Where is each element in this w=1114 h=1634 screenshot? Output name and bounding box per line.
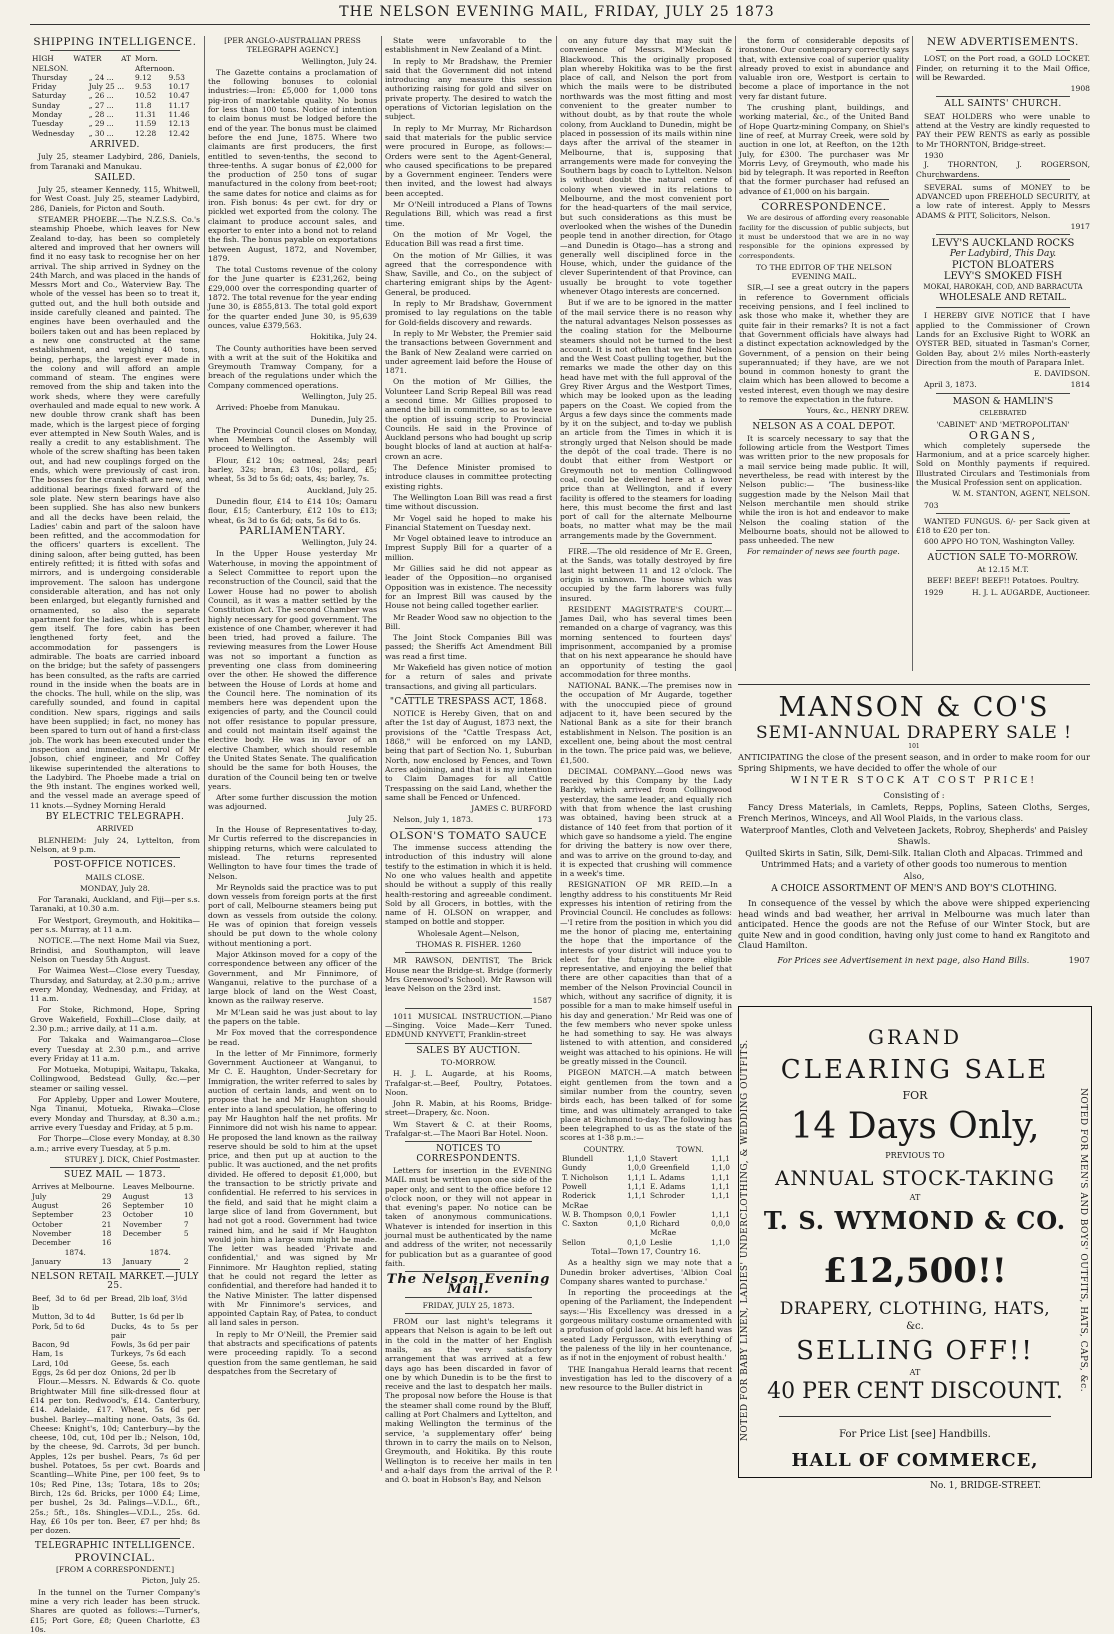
paragraph: Major Atkinson moved for a copy of the correspondence between any officer of the Government, and Mr Finnimore, of Wanganui, relative to the purchase of a large block of land on the West Coast, known as the railway reserve.	[208, 949, 377, 1006]
olson-agent: Wholesale Agent—Nelson,	[417, 928, 520, 938]
dateline: Wellington, July 24.	[301, 56, 377, 66]
grand-l17: No. 1, BRIDGE-STREET.	[929, 1481, 1041, 1491]
telegraph-sub: ARRIVED	[96, 824, 134, 834]
list-item: For Westport, Greymouth, and Hokitika—per s.s. Murray, at 11 a.m.	[30, 915, 200, 935]
grand-l11: &c.	[906, 1321, 924, 1332]
post-sub: MAILS CLOSE.	[85, 872, 145, 882]
list-item: NOTICE.—The next Home Mail via Suez, Brindisi, and Southampton, will leave Nelson on Tuesday 5th August.	[30, 936, 200, 964]
paragraph: Arrived: Phoebe from Manukau.	[216, 403, 340, 413]
grand-l2: CLEARING SALE	[780, 1055, 1050, 1085]
telegraph-text: BLENHEIM: July 24, Lyttelton, from Nelson, at 9 p.m.	[30, 835, 200, 854]
column-divider	[381, 36, 382, 1471]
sales-sub: TO-MORROW.	[441, 1057, 496, 1067]
suez-title: SUEZ MAIL — 1873.	[64, 1170, 166, 1181]
arrived-text: July 25, steamer Ladybird, 286, Daniels, from Taranaki and Manukau.	[30, 152, 200, 171]
paragraph: THE Inangahua Herald learns that recent investigation has led to the discovery of a new resource to the Buller district in	[560, 1364, 732, 1393]
telegraphic-intelligence-title: TELEGRAPHIC INTELLIGENCE.	[34, 1541, 196, 1552]
list-item: Wm Stavert & C. at their Rooms, Trafalgar-st.—The Maori Bar Hotel. Noon.	[385, 1119, 552, 1139]
oyster-date: April 3, 1873. 1814	[924, 380, 1090, 390]
paragraph: In the letter of Mr Finnimore, formerly Government Auctioneer at Wanganui, to Mr C. E. Haughton, Under-Secretary for Immigration, the writer referred to sales by auction of certain lands, and went on to propose that he and Mr Haughton should enter into a land speculation, he offering to pay Mr Haughton half the net profits. Mr Finnimore did not wish his name to appear. He proposed the land known as the railway reserve should be sold to him at the upset price, and then put up at auction to the public. It was auctioned, and the net profits divided. He offered to deposit £1,000, but the transaction to be strictly private and confidential. He referred to his services in the field, and said that he might claim a large slice of land from Government, but had not got a rood. Government had twice rained him, and he said if Mr Haughton would join him a large sum might be made. The letter was headed 'Private and confidential,' and was signed by Mr Finnimore. Mr Haughton replied, stating that he could not regard the letter as confidential, and therefore had handed it to the Native Minister. The latter dispensed with Mr Finnimore's services, and appointed Captain Ray, of Patea, to conduct all land sales in person.	[208, 1048, 377, 1328]
left-vertical-banner: NOTED FOR BABY LINEN, LADIES' UNDERCLOTHING, & WEDDING OUTFITS.	[740, 1039, 750, 1441]
list-item: For Takaka and Waimangaroa—Close every Tuesday at 2.30 p.m., and arrive every Friday at 11 a.m.	[30, 1035, 200, 1063]
paragraph: RESIDENT MAGISTRATE'S COURT.—James Dail, who has several times been remanded on a charge of vagrancy, was this morning sentenced to fourteen days' imprisonment, accompanied by a promise that on his next appearance he should have an opportunity of testing the gaol accommodation for three months.	[560, 604, 732, 679]
column-4	[560, 36, 732, 1486]
list-item: For Taranaki, Auckland, and Fiji—per s.s. Taranaki, at 10.30 a.m.	[30, 895, 200, 914]
grand-l14: 40 PER CENT DISCOUNT.	[767, 1379, 1063, 1404]
paragraph: Mr Vogel obtained leave to introduce an Imprest Supply Bill for a quarter of a million.	[385, 534, 552, 562]
table-row: Tuesday „ 29 ... 11.59 12.13	[32, 119, 190, 129]
paragraph: In reply to Mr Murray, Mr Richardson said that materials for the public service were procured in Europe, as follows:—Orders were sent to the Agent-General, who caused specifications to be prepared by a Government engineer. Tenders were then invited, and the lowest had always been accepted.	[385, 123, 552, 198]
oyster-notice: I HEREBY GIVE NOTICE that I have applied to the Commissioner of Crown Lands for an Exclusive Right to WORK an OYSTER BED, situated in Tasman's Corner, Golden Bay, about 2½ miles North-easterly Direction from the mouth of Parapara Inlet.	[916, 311, 1090, 367]
column-3	[385, 36, 552, 1486]
provincial-sub: [FROM A CORRESPONDENT.]	[55, 1565, 175, 1575]
wanted-ad: WANTED FUNGUS. 6/- per Sack given at £18 to £20 per ton.	[916, 516, 1090, 536]
coal-depot-title: NELSON AS A COAL DEPOT.	[752, 421, 896, 432]
paragraph: Mr Reader Wood saw no objection to the Bill.	[385, 612, 552, 631]
table-row: Sunday „ 27 ... 11.8 11.17	[32, 100, 190, 110]
table-row: Saturday „ 26 ... 10.52 10.47	[32, 91, 190, 101]
list-item: For Stoke, Richmond, Hope, Spring Grove Wakefield, Foxhill—Close daily, at 2.30 p.m.; arrive daily, at 11 a.m.	[30, 1005, 200, 1033]
auction-time: At 12.15 M.T.	[977, 564, 1029, 574]
table-row: December 16	[32, 1238, 112, 1248]
table-row: Lard, 10d Geese, 5s. each	[32, 1358, 170, 1368]
table-row: September 23 October 10	[32, 1210, 194, 1220]
market-text: Flour.—Messrs. N. Edwards & Co. quote Brightwater Mill fine silk-dressed flour at £14 per ton. Redwood's, £14. Canterbury, £14. Adelaide, £17. Wheat, 5s 6d per bushel. Barley—malting none. Oats, 3s 6d. Cheese: Knight's, 10d; Canterbury—by the cheese, 10d, cut, 10d per lb.; Nelson, 10d, by the cheese, 9d. Carrots, 3d per bunch. Apples, 12s per bushel. Pears, 7s 6d per bushel. Potatoes, 5s per cwt. Boards and Scantling—White Pine, per 100 feet, 9s to 10s; Red Pine, 13s; Totara, 18s to 20s; Birch, 12s 6d. Bricks, per 1000 £4; Lime, per bushel, 2s 3d. Palings—V.D.L., 6ft., 25s.; 5ft., 18s. Shingles—V.D.L., 25s. 6d. Hay, £6 10s per ton. Beer, £7 per hhd; 8s per dozen.	[30, 1377, 200, 1536]
auction-title: AUCTION SALE TO-MORROW.	[927, 552, 1079, 563]
right-vertical-banner: NOTED FOR MEN'S AND BOYS' OUTFITS, HATS, CAPS, &c.	[1078, 1087, 1088, 1393]
paragraph: The total Customs revenue of the colony for the June quarter is £231,262, being £29,000 over the corresponding quarter of 1872. The total revenue for the year ending June 30, is £855,813. The total gold export for the quarter ended June 30, is 95,639 ounces, value £379,563.	[208, 265, 377, 330]
rawson-no: 1587	[532, 995, 552, 1005]
manson-drapery-ad	[738, 686, 1090, 980]
telegraph-title: BY ELECTRIC TELEGRAPH.	[45, 812, 185, 823]
paper-date: FRIDAY, JULY 25, 1873.	[422, 1300, 515, 1310]
paragraph: The crushing plant, buildings, and working material, &c., of the United Band of Hope Quartz-mining Company, on Shiel's line of reef, at Murray Creek, were sold by auction in one lot, at Reefton, on the 12th July, for £300. The purchaser was Mr Morris Levy, of Greymouth, who made his bid by telegraph. It was reported in Reefton that the former purchaser had refused an advance of £1,000 on his bargain.	[739, 103, 909, 196]
paragraph: The Gazette contains a proclamation of the following bonuses to colonial industries:—Iron: £5,000 for 1,000 tons pig-iron of marketable quality. No bonus for less than 100 tons. Notice of intention to claim bonus must be lodged before the end of the year. The bonus must be claimed before the end June, 1875. Where two claimants are first producers, the first entitled to seven-tenths, the second to three-tenths. A sugar bonus of £2,000 for the production of 250 tons of sugar manufactured in the colony from beet-root; the same dates for notice and claims as for iron. Fish bonus: 4s per cwt. for dry or pickled wet exported from the colony. The claimant to produce account sales, and exporter to enter into a bond not to reland the fish. The bonus payable on exportations between August, 1872, and November, 1879.	[208, 67, 377, 263]
grand-l12: SELLING OFF!!	[796, 1336, 1034, 1366]
column-divider	[204, 36, 205, 1471]
paragraph: DECIMAL COMPANY.—Good news was received by this Company by the Lady Barkly, which arrived from Collingwood yesterday, the same leader, and equally rich with that from whence the last crushing was obtained, having been struck at a distance of 140 feet from that portion of it which gave so handsome a yield. The engine for driving the battery is now over there, and was to arrive on the ground to-day, and it is expected that crushing will commence in a week's time.	[560, 766, 732, 879]
wanted-sign: 600 APPO HO TON, Washington Valley.	[924, 537, 1075, 547]
olson-sign: THOMAS R. FISHER. 1260	[416, 940, 521, 950]
list-item: For Motueka, Motupipi, Waitapu, Takaka, Collingwood, Bedstead Gully, &c.—per steamer or sailing vessel.	[30, 1065, 200, 1093]
grand-l5: PREVIOUS TO	[885, 1151, 945, 1160]
manson-subtitle: SEMI-ANNUAL DRAPERY SALE !	[755, 723, 1073, 743]
grand-l13: AT	[909, 1368, 921, 1377]
column-divider	[912, 36, 913, 671]
list-item: For Waimea West—Close every Tuesday, Thursday, and Saturday, at 2.30 p.m.; arrive every Monday, Wednesday, and Friday, at 11 a.m.	[30, 966, 200, 1004]
dateline: Auckland, July 25.	[307, 485, 377, 495]
grand-l4: 14 Days Only,	[790, 1106, 1040, 1147]
table-row: Blundell 1,1,0 Stavert 1,1,1	[562, 1154, 730, 1164]
masthead: THE NELSON EVENING MAIL, FRIDAY, JULY 25 1873	[339, 4, 775, 20]
paragraph: Mr Vogel said he hoped to make his Financial Statement on Tuesday next.	[385, 513, 552, 532]
list-item: For Thorpe—Close every Monday, at 8.30 a.m.; arrive every Tuesday, at 5 p.m.	[30, 1134, 200, 1153]
grand-l9: £12,500!!	[823, 1251, 1007, 1291]
match-total: Total—Town 17, Country 16.	[591, 1247, 701, 1256]
list-item: For Appleby, Upper and Lower Moutere, Nga Tinanui, Motueka, Riwaka—Close every Monday and Thursday, at 8.30 a.m.; arrive every Tuesday and Friday, at 5 p.m.	[30, 1095, 200, 1132]
paragraph: on any future day that may suit the convenience of Messrs. M'Meckan & Blackwood. This the originally proposed plan whereby Hokitika was to be the first place of call, and Nelson the port from which the mails were to be distributed northwards was the most fitting and most convenient to the greater number to without doubt, as by that route the whole colony, from Auckland to Dunedin, might be placed in possession of its mails within nine days after the arrival of the steamer in Melbourne, that is, supposing that arrangements were made for conveying the Southern bags by coach to Lyttelton. Nelson is without doubt the natural centre of colony when viewed in its relations to Melbourne, and the most convenient port for the head-quarters of the mail service, but such considerations as this must be overlooked when the wishes of the Dunedin people tend in another direction, for Otago—and Dunedin is Otago—has a strong and generally well disciplined force in the House, which, under the guidance of the clever Superintendent of that Province, can usually be brought to vote together whenever Otago interests are concerned.	[560, 36, 732, 297]
manson-title: MANSON & CO'S	[778, 692, 1050, 723]
sailed-text: July 25, steamer Kennedy, 115, Whitwell, for West Coast. July 25, steamer Ladybird, 286, Daniels, for Picton and South.	[30, 185, 200, 213]
table-row: August 26 September 10	[32, 1201, 194, 1211]
table-row: Mutton, 3d to 4d Butter, 1s 6d per lb	[32, 1312, 184, 1322]
paragraph: The Joint Stock Companies Bill was passed; the Sheriffs Act Amendment Bill was read a first time.	[385, 633, 552, 661]
olson-text: The immense success attending the introduction of this industry will alone testify to the estimation in which it is held. No one who values health and appetite should be without a supply of this really health-restoring and agreeable condiment. Sold by all Grocers, in bottles, with the name of H. OLSON on wrapper, and stamped on bottle and stopper.	[385, 843, 552, 927]
grand-clearing-sale-ad	[738, 1006, 1092, 1491]
tide-header: HIGH WATER AT NELSON.	[32, 54, 132, 73]
suez-table: Arrives at Melbourne. Leaves Melbourne. July 29 August 13 August 26 September 10 September 23 October 10 October 21 November 7 November 18 December 5 December 16 1874. 1874. January 13 January 2	[30, 1182, 200, 1266]
provincial-title: PROVINCIAL.	[74, 1551, 156, 1564]
list-item: H. J. L. Augarde, at his Rooms, Trafalgar-st.—Beef, Poultry, Potatoes. Noon.	[385, 1069, 552, 1097]
dateline: Hokitika, July 24.	[310, 332, 377, 342]
rawson-ad: MR RAWSON, DENTIST, The Brick House near the Bridge-st. Bridge (formerly Mrs Greenwood's School). Mr Rawson will leave Nelson on the 23rd inst.	[385, 956, 552, 994]
paragraph: In reply to Mr O'Neill, the Premier said that abstracts and specifications of patents were proceeding rapidly. To a second question from the same gentleman, he said despatches from the Secretary of	[208, 1329, 377, 1376]
table-row: Sellon 0,1,0 Leslie 1,1,0	[562, 1237, 730, 1247]
post-sign: STUREY J. DICK, Chief Postmaster.	[64, 1154, 200, 1164]
table-row: Beef, 3d to 6d per lb Bread, 2lb loaf, 3½d	[32, 1293, 188, 1312]
paragraph: The County authorities have been served with a writ at the suit of the Hokitika and Greymouth Tramway Company, for a breach of the regulations under which the Company commenced operations.	[208, 343, 377, 390]
table-row: Friday July 25 ... 9.53 10.17	[32, 82, 190, 92]
coal-more: For remainder of news see fourth page.	[747, 547, 900, 557]
dateline: Dunedin, July 25.	[310, 414, 377, 424]
market-title: NELSON RETAIL MARKET.—JULY 25.	[31, 1272, 199, 1292]
levy-ad: LEVY'S AUCKLAND ROCKS Per Ladybird, This Day. PICTON BLOATERS LEVY'S SMOKED FISH MOKAI, HAROKAH, COD, AND BARRACUTA WHOLESALE AND RETAIL.	[923, 238, 1083, 304]
sales-title: SALES BY AUCTION.	[416, 1045, 521, 1056]
paragraph: On the motion of Mr Gillies, the Volunteer Land Scrip Repeal Bill was read a second time. Mr Gillies proposed to amend the bill in committee, so as to leave the option of issuing scrip to Provincial Councils. He said in the Province of Auckland persons who had bought up scrip bought blocks of land at auction at half-a-crown an acre.	[385, 377, 552, 461]
column-divider	[735, 36, 736, 671]
post-date: MONDAY, July 28.	[80, 883, 150, 893]
church-sign: 1930 J. THORNTON, J. ROGERSON, Churchwardens.	[916, 150, 1090, 179]
correspondence-note: We are desirous of affording every reasonable facility for the discussion of public subjects, but it must be understood that we are in no way responsible for the opinions expressed by correspondents.	[739, 214, 909, 260]
cattle-sign: JAMES C. BURFORD	[471, 804, 552, 814]
paragraph: In reply to Mr Webster, the Premier said the transactions between Government and the Bank of New Zealand were carried on under agreement laid before the House of 1871.	[385, 328, 552, 376]
pigeon-match-table: COUNTRY. TOWN. Blundell 1,1,0 Stavert 1,1,1 Gundy 1,0,0 Greenfield 1,1,0 T. Nicholson 1,1,1 L. Adams 1,1,1 Powell 1,1,1 E. Adams 1,1,1 Roderick McRae 1,1,1 Schroder 1,1,1 W. B. Thompson 0,0,1 Fowler 1,1,1 C. Saxton 0,1,0 Richard McRae 0,0,0 Sellon 0,1,0 Leslie 1,1,0	[560, 1145, 732, 1247]
paragraph: RESIGNATION OF MR REID.—In a lengthy address to his constituents Mr Reid expresses his intention of retiring from the Provincial Council. He concludes as follows:—'I retire from the position in which you did me the honor of placing me, entertaining the hope that the importance of the interests of your district will induce you to elect for the future a more eligible representative, and enjoying the belief that there are other capacities than that of a member of the Nelson Provincial Council in which, without any sacrifice of dignity, it is possible for a man to make himself useful in his day and generation.' Mr Reid was one of the few members who never spoke unless he had something to say. He was always listened to with attention, and considered weight was attached to his opinions. He will be greatly missed in the Council.	[560, 880, 732, 1067]
table-row: July 29 August 13	[32, 1191, 194, 1201]
paper-logo: The Nelson Evening Mail.	[386, 1272, 551, 1297]
table-row: Monday „ 28 ... 11.31 11.46	[32, 110, 190, 120]
music-ad: 1011 MUSICAL INSTRUCTION.—Piano—Singing. Voice Made—Kerr Tuned. EDMUND KNYVETT, Franklin-street	[385, 1011, 552, 1040]
market-table	[30, 1294, 200, 1378]
paragraph: After some further discussion the motion was adjourned.	[208, 793, 377, 812]
correspondence-text: SIR,—I see a great outcry in the papers in reference to Government officials receiving pensions, and I feel inclined to ask those who make it, whether they are quite fair in their remarks? It is not a fact that Government officials have always had a distinct expectation acknowledged by the Government, of a pension on their being superannuated; if they have, are we not bound in common honesty to grant the claim which has been allowed to become a vested interest, even though we may desire to remove the expectation in the future.	[739, 283, 909, 404]
table-row: January 13 January 2	[32, 1256, 189, 1266]
cattle-text: NOTICE is Hereby Given, that on and after the 1st day of August, 1873 next, the provisions of the "Cattle Trespass Act, 1868," will be enforced on my LAND, being that part of Section No. 1, Suburban North, now enclosed by Fences, and Town Acres adjoining, and that it is my intention to Claim Damages for all Cattle Trespassing on the said Land, whether the same shall be Fenced or Unfenced.	[385, 709, 552, 802]
correspondence-sign: Yours, &c., HENRY DREW.	[806, 406, 909, 416]
table-row: Ham, 1s Turkeys, 7s 6d each	[32, 1349, 186, 1359]
auction-items: BEEF! BEEF! BEEF!! Potatoes. Poultry.	[926, 576, 1080, 586]
table-row: Eggs, 2s 6d per doz Onions, 2d per lb	[32, 1368, 176, 1378]
paragraph: The Provincial Council closes on Monday, when Members of the Assembly will proceed to Wellington.	[208, 425, 377, 454]
table-row: Roderick McRae 1,1,1 Schroder 1,1,1	[562, 1191, 730, 1210]
column-6	[916, 36, 1090, 676]
shipping-title: SHIPPING INTELLIGENCE.	[33, 36, 197, 48]
paragraph: Dunedin flour, £14 to £14 10s; Oamaru flour, £15; Canterbury, £12 10s to £13; wheat, 6s 3d to 6s 6d; oats, 5s 6d to 6s.	[208, 496, 377, 525]
paragraph: On the motion of Mr Vogel, the Education Bill was read a first time.	[385, 229, 552, 249]
church-text: SEAT HOLDERS who were unable to attend at the Vestry are kindly requested to PAY their PEW RENTS as early as possible to Mr THORNTON, Bridge-street.	[916, 111, 1090, 149]
table-row: Wednesday „ 30 ... 12.28 12.42	[32, 128, 190, 138]
cattle-trespass-title: "CATTLE TRESPASS ACT, 1868.	[389, 696, 548, 707]
grand-l1: GRAND	[867, 1025, 962, 1049]
correspondence-title: CORRESPONDENCE.	[761, 201, 887, 214]
table-row: C. Saxton 0,1,0 Richard McRae 0,0,0	[562, 1219, 730, 1238]
grand-l10: DRAPERY, CLOTHING, HATS,	[779, 1299, 1051, 1319]
money-no: 1917	[1070, 222, 1090, 232]
olson-title: OLSON'S TOMATO SAUCE	[389, 829, 548, 842]
paragraph: In the House of Representatives to-day, Mr Curtis referred to the discrepancies in shipping returns, which were calculated to mislead. The returns represented Wellington to have four times the trade of Nelson.	[208, 825, 377, 881]
table-row: November 18 December 5	[32, 1228, 189, 1238]
paragraph: But if we are to be ignored in the matter of the mail service there is no reason why the natural advantages Nelson possesses as the coaling station for the Melbourne steamers should not be turned to the best account. It is not often that we find Nelson and the West Coast pulling together, but the remarks we made the other day on this head have met with the full approval of the Grey River Argus and the Westport Times, which may be looked upon as the leading papers on the Coast. We copied from the Argus a few days since the comments made by it on the subject, and to-day we publish an article from the Times in which it is strongly urged that Nelson should be made the depôt of the coal trade. There is no doubt that either from Westport or Greymouth not to mention Collingwood coal, could be delivered here at a lower price than at Wellington, and if every facility is offered to the steamers for loading here, this must become the first and last port of call for the alternate Melbourne boats, no matter what may be the mail arrangements made by the Government.	[560, 298, 732, 540]
notices-text: Letters for insertion in the EVENING MAIL must be written upon one side of the paper only, and sent to the office before 12 o'clock noon, or they will not appear in that evening's paper. No notice can be taken of anonymous communications. Whatever is intended for insertion in this journal must be authenticated by the name and address of the writer, not necessarily for publication but as a guarantee of good faith.	[385, 1165, 552, 1268]
provincial-date: Picton, July 25.	[141, 1576, 200, 1586]
paragraph: On the motion of Mr Gillies, it was agreed that the correspondence with Shaw, Saville, and Co., on the subject of chartering emigrant ships by the Agent-General, be produced.	[385, 250, 552, 297]
correspondence-to: TO THE EDITOR OF THE NELSON EVENING MAIL.	[755, 262, 893, 282]
table-row: Gundy 1,0,0 Greenfield 1,1,0	[562, 1163, 730, 1173]
grand-l15: For Price List [see] Handbills.	[839, 1429, 991, 1440]
paragraph: FIRE.—The old residence of Mr E. Green, at the Sands, was totally destroyed by fire last night between 11 and 12 o'clock. The origin is unknown. The house which was occupied by the farm laborers was fully insured.	[560, 547, 732, 603]
provincial-text: In the tunnel on the Turner Company's mine a very rich leader has been struck. Shares are quoted as follows:—Turner's, £15; Port Gore, £8; Queen Charlotte, £3 10s.	[30, 1587, 200, 1634]
paragraph: the form of considerable deposits of ironstone. Our contemporary correctly says that, with extensive coal of superior quality already proved to exist in abundance and valuable iron ore, Westport is certain to become a place of importance in the not very far distant future.	[739, 36, 909, 101]
column-5	[739, 36, 909, 676]
paragraph: In reporting the proceedings at the opening of the Parliament, the Independent says:—'His Excellency was dressed in a gorgeous military costume ornamented with a profusion of gold lace. At his left hand was seated Lady Fergusson, with everything of the paleness of the lily in her countenance, as if not in the enjoyment of robust health.'	[560, 1288, 732, 1363]
cattle-date: Nelson, July 1, 1873. 173	[393, 815, 552, 825]
money-ad: SEVERAL sums of MONEY to be ADVANCED upon FREEHOLD SECURITY, at a low rate of interest. Apply to Messrs ADAMS & PITT, Solicitors, Nelson.	[916, 182, 1090, 220]
post-office-title: POST-OFFICE NOTICES.	[53, 860, 177, 871]
list-item: John R. Mabin, at his Rooms, Bridge-street—Drapery, &c. Noon.	[385, 1099, 552, 1118]
mason-no: 703	[924, 500, 939, 510]
manson-marker: 101	[908, 743, 920, 750]
column-divider	[556, 36, 557, 1471]
tide-table: HIGH WATER AT NELSON. Morn. Afternoon. Thursday „ 24 ... 9.12 9.53 Friday July 25 ... 9.53 10.17 Saturday „ 26 ... 10.52 10.47 Sunday „ 27 ... 11.8 11.17 Monday „ 28 ... 11.31 11.46 Tuesday „ 29 ... 11.59 12.13 Wednesday „ 30 ... 12.28 12.42	[30, 54, 200, 138]
paragraph: The Wellington Loan Bill was read a first time without discussion.	[385, 492, 552, 512]
coal-text: It is scarcely necessary to say that the following article from the Westport Times was written prior to the new proposals for a mail service being made public. It will, nevertheless, be read with interest by the Nelson public:— 'The business-like suggestion made by the Nelson Mail that Nelson merchantile men should strike while the iron is hot and endeavor to make Nelson the coaling station of the Melbourne boats, should not be allowed to pass unheeded. The new	[739, 433, 909, 546]
table-row: Pork, 5d to 6d Ducks, 4s to 5s per pair	[32, 1321, 198, 1340]
masthead-rule	[30, 24, 1090, 25]
parliamentary-title: PARLIAMENTARY.	[239, 524, 346, 537]
paragraph: Mr O'Neill introduced a Plans of Towns Regulations Bill, which was read a first time.	[385, 200, 552, 228]
mason-hamlin-ad: MASON & HAMLIN'S CELEBRATED 'CABINET' AND 'METROPOLITAN' ORGANS,	[936, 396, 1070, 442]
auction-sign: 1929 H. J. L. AUGARDE, Auctioneer.	[924, 587, 1090, 597]
lost-ad: LOST, on the Port road, a GOLD LOCKET. Finder, on returning it to the Mail Office, will be Rewarded.	[916, 54, 1090, 82]
agency-header: [PER ANGLO-AUSTRALIAN PRESS TELEGRAPH AGENCY.]	[224, 36, 361, 55]
sailed-title: SAILED.	[94, 172, 136, 183]
table-row: Bacon, 9d Fowls, 3s 6d per pair	[32, 1340, 190, 1350]
paragraph: Flour, £12 10s; oatmeal, 24s; pearl barley, 32s; bran, £3 10s; pollard, £5; wheat, 5s 3d to 5s 6d; oats, 4s; barley, 7s.	[208, 455, 377, 484]
paragraph: As a healthy sign we may note that a Dunedin broker advertises, 'Albion Coal Company shares wanted to purchase.'	[560, 1258, 732, 1286]
table-row: W. B. Thompson 0,0,1 Fowler 1,1,1	[562, 1209, 730, 1219]
mason-text: which completely supersede the Harmonium, and at a price scarcely higher. Sold on Monthly payments if required. Illustrated Circulars and Testimonials from the Musical Profession sent on application.	[916, 440, 1090, 487]
table-row: Powell 1,1,1 E. Adams 1,1,1	[562, 1181, 730, 1191]
table-row: Thursday „ 24 ... 9.12 9.53	[32, 72, 185, 82]
paragraph: Mr Wakefield has given notice of motion for a return of sales and private transactions, and giving all particulars.	[385, 663, 552, 691]
paragraph: The Defence Minister promised to introduce clauses in committee protecting existing rights.	[385, 463, 552, 491]
steamer-phoebe-article: STEAMER PHOEBE.—The N.Z.S.S. Co.'s steamship Phoebe, which leaves for New Zealand to-day, has been so completely altered and improved that her owners will find it no easy task to recognise her on her arrival. The ship arrived in Sydney on the 24th March, and was placed in the hands of Messrs Mort and Co., Waterview Bay. The whole of the vessel has been so to treat it, gutted out, and the hull both outside and inside carefully cleaned and painted. The engines have been overhauled and the boilers taken out and has been replaced by a new one constructed at the same establishment, and weighing 40 tons, being, perhaps, the largest ever made in the colony and will afford an ample command of steam. The engines were removed from the ship and taken into the work sheds, where they were carefully overhauled and made equal to new work. A new double throw crank shaft has been made, which is the largest piece of forging ever attempted in New South Wales, and is really a credit to any establishment. The whole of the screw shafting has been taken out, and had new couplings forged on the ends, which were previously of cast iron. The bosses for the crank-shaft are new, and additional bearings fixed forward of the sole plate. New stern bearings have also been supplied. She has also new bunkers and all the decks have been relaid, the Ladies' cabin and part of the saloon have been refitted, and the accommodation for the officers' quarters is excellent. The dining saloon, after being gutted, has been entirely refitted; it is fitted with sofas and mirrors, and is undergoing considerable improvement. The saloon has undergone considerable alteration, and has not only been enlarged, but elegantly furnished and ornamented, so also the separate apartment for the ladies, which is a perfect gem itself. The fore cabin has been lengthened forty feet, and the accommodation for passengers is admirable. The boats are carried inboard on the bridge; but the safety of passengers has been consulted, as the rafts are carried round in the inside when the boats are in the chocks. The hull, while on the slip, was carefully sounded, and found in capital condition. New spars, riggings and sails have been supplied; in fact, no money has been spared to turn out of hand a first-class job. The work has been executed under the inspection and immediate control of Mr Jobson, chief engineer, and Mr Coffey likewise superintended the alterations to the Ladybird. The Phoebe made a trial on the 9th instant. The engines worked well, and the vessel made an average speed of 11 knots.—Sydney Morning Herald	[30, 215, 200, 810]
paragraph: NATIONAL BANK.—The premises now in the occupation of Mr Augarde, together with the unoccupied piece of ground adjacent to it, have been secured by the National Bank as a site for their branch establishment in Nelson. The position is an excellent one, being about the most central in the town. The price paid was, we believe, £1,500.	[560, 681, 732, 765]
paragraph: State were unfavorable to the establishment in New Zealand of a Mint.	[385, 36, 552, 55]
grand-l7: AT	[909, 1193, 921, 1202]
paragraph: PIGEON MATCH.—A match between eight gentlemen from the town and a similar number from the country, seven birds each, has been talked of for some time, and was ultimately arranged to take place at Richmond to-day. The following has been telegraphed to us as the state of the scores at 1-38 p.m.:—	[560, 1068, 732, 1143]
dateline: July 25.	[347, 813, 377, 823]
paragraph: Mr Fox moved that the correspondence be read.	[208, 1028, 377, 1047]
paragraph: Mr M'Lean said he was just about to lay the papers on the table.	[208, 1007, 377, 1026]
notices-title: NOTICES TO CORRESPONDENTS.	[416, 1144, 521, 1164]
paragraph: In the Upper House yesterday Mr Waterhouse, in moving the appointment of a Select Committee to report upon the reconstruction of the Council, said that the Lower House had no power to abolish Council, as it was a matter settled by the Constitution Act. The second Chamber was highly necessary for good government. The existence of one Chamber, wherever it had been tried, had proved a failure. The reviewing measures from the Lower House was not so important a function as preventing one class from domineering over the other. He showed the difference between the House of Lords at home and the Council here. The nomination of its members here was dependent upon the exigencies of party, and the Council could not offer resistance to popular pressure, and could not maintain itself against the elective body. He was in favor of an elective Chamber, which should resemble the United States Senate. The qualification should be the same for both Houses, the duration of the Council being ten or twelve years.	[208, 549, 377, 791]
dateline: Wellington, July 24.	[301, 538, 377, 548]
arrived-title: ARRIVED.	[90, 139, 140, 150]
grand-l8: T. S. WYMOND & CO.	[763, 1206, 1067, 1235]
table-row: T. Nicholson 1,1,1 L. Adams 1,1,1	[562, 1172, 730, 1182]
mason-sign: W. M. STANTON, AGENT, NELSON.	[952, 489, 1090, 499]
grand-l16: HALL OF COMMERCE,	[791, 1450, 1039, 1471]
grand-l3: FOR	[902, 1089, 928, 1102]
paragraph: Mr Gillies said he did not appear as leader of the Opposition—no organised Opposition was in existence. The necessity for an Imprest Bill was caused by the House not being called together earlier.	[385, 564, 552, 611]
column-2	[208, 36, 377, 1486]
dateline: Wellington, July 25.	[301, 391, 377, 401]
manson-body: ANTICIPATING the close of the present season, and in order to make room for our Spring Shipments, we have decided to offer the whole of our WINTER STOCK AT COST PRICE! Consisting of : Fancy Dress Materials, in Camlets, Repps, Poplins, Sateen Cloths, Serges, French Merinos, Winceys, and All Wool Plaids, in the various class. Waterproof Mantles, Cloth and Velveteen Jackets, Robroy, Shepherds' and Paisley Shawls. Quilted Skirts in Satin, Silk, Demi-Silk. Italian Cloth and Alpacas. Trimmed and Untrimmed Hats; and a variety of other goods too numerous to mention Also, A CHOICE ASSORTMENT OF MEN'S AND BOY'S CLOTHING. In consequence of the vessel by which the above were shipped experiencing head winds and bad weather, her arrival in Melbourne was much later than anticipated. Hence the goods are not the Refuse of our Winter Stock, but are quite New and in good condition, having only just come to hand ex Rangitoto and Claud Hamilton. For Prices see Advertisement in next page, also Hand Bills. 1907	[738, 752, 1090, 965]
table-row: October 21 November 7	[32, 1219, 189, 1229]
paragraph: In reply to Mr Bradshaw, Government promised to lay regulations on the table for Gold-fields discovery and rewards.	[385, 299, 552, 327]
lead-article: FROM our last night's telegrams it appears that Nelson is again to be left out in the cold in the matter of her English mails, as the very satisfactory arrangement that was arrived at a few days ago has been discarded in favor of one by which Dunedin is to be the first to receive and the last to despatch her mails. The proposal now before the House is that the steamer shall come round by the Bluff, calling at Port Chalmers and Lyttelton, and making Wellington the terminus of the service, 'a supplementary offer' being thrown in to carry the mails on to Nelson, Greymouth, and Hokitika. By this route Wellington is to receive her mails in ten and a-half days from the arrival of the P. and O. boat in Hobson's Bay, and Nelson	[385, 1317, 552, 1485]
paragraph: In reply to Mr Bradshaw, the Premier said that the Government did not intend introducing any measure this session authorizing raising for gold and silver on private property. The desired to watch the operations of Victorian legislation on the subject.	[385, 56, 552, 122]
paragraph: Mr Reynolds said the practice was to put down vessels from foreign ports at the first port of call, Melbourne steamers being put down as vessels from outside the colony. He was of opinion that foreign vessels should be put down to the whole colony without mentioning a port.	[208, 882, 377, 948]
column-1	[30, 36, 200, 1634]
new-ads-title: NEW ADVERTISEMENTS.	[927, 36, 1079, 48]
oyster-sign: E. DAVIDSON.	[1033, 369, 1090, 379]
church-title: ALL SAINTS' CHURCH.	[944, 99, 1062, 110]
grand-l6: ANNUAL STOCK-TAKING	[774, 1166, 1056, 1190]
lost-no: 1908	[1070, 84, 1090, 94]
